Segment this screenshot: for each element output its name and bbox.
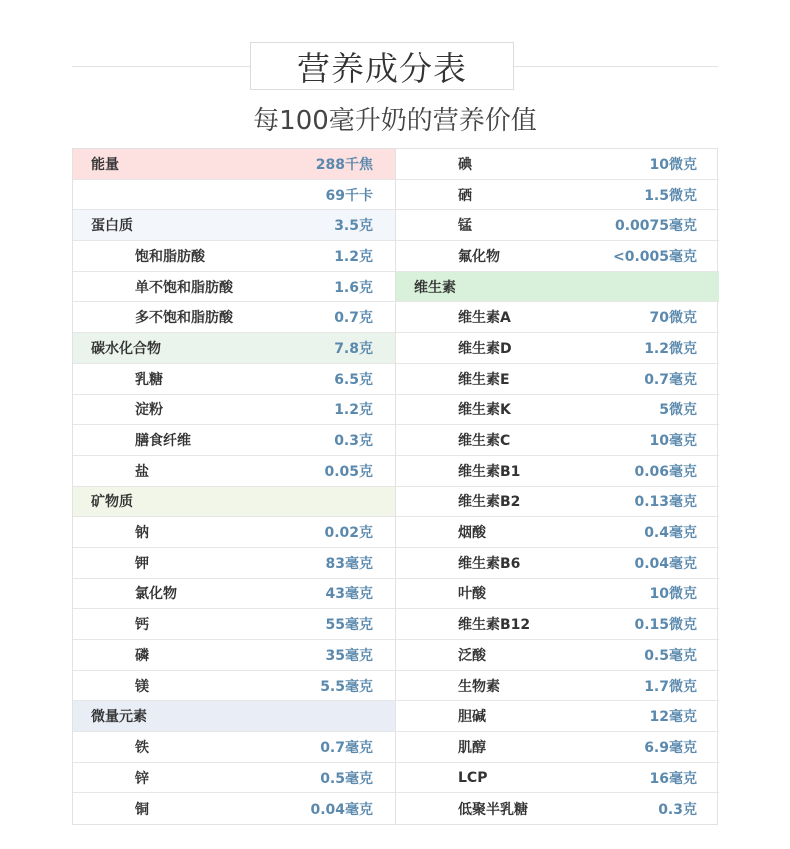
- nutrient-value: 16毫克: [649, 770, 697, 787]
- nutrient-row: [396, 517, 719, 548]
- nutrient-row: [73, 763, 395, 794]
- nutrient-value: 0.7克: [334, 310, 373, 327]
- nutrient-name: 饱和脂肪酸: [135, 248, 205, 265]
- nutrient-name: 膳食纤维: [135, 433, 191, 450]
- nutrient-row: [396, 425, 719, 456]
- nutrient-value: 0.02克: [324, 525, 373, 542]
- nutrient-name: 单不饱和脂肪酸: [135, 279, 233, 296]
- nutrient-name: 镁: [135, 678, 149, 695]
- nutrient-name: 维生素E: [458, 371, 510, 388]
- nutrient-row: [396, 671, 719, 702]
- nutrient-row: [73, 517, 395, 548]
- nutrient-name: 碳水化合物: [91, 340, 161, 357]
- nutrient-row: [396, 732, 719, 763]
- category-row: [73, 487, 395, 518]
- nutrient-value: 55毫克: [325, 617, 373, 634]
- nutrient-value: 0.15微克: [634, 617, 697, 634]
- nutrient-row: [396, 701, 719, 732]
- nutrient-value: 1.5微克: [644, 187, 697, 204]
- nutrient-value: 0.5毫克: [644, 647, 697, 664]
- nutrient-name: 维生素B12: [458, 617, 531, 634]
- nutrient-row: [73, 302, 395, 333]
- nutrient-row: [73, 425, 395, 456]
- nutrient-row: [396, 548, 719, 579]
- nutrient-name: LCP: [458, 769, 488, 786]
- nutrient-row: [73, 640, 395, 671]
- nutrient-value: 0.4毫克: [644, 525, 697, 542]
- nutrient-value: 6.9毫克: [644, 739, 697, 756]
- nutrient-row: [396, 487, 719, 518]
- nutrient-row: [396, 241, 719, 272]
- nutrient-row: [396, 364, 719, 395]
- nutrient-row: [73, 671, 395, 702]
- nutrient-row: [396, 456, 719, 487]
- nutrient-row: [396, 149, 719, 180]
- nutrient-name: 乳糖: [135, 371, 163, 388]
- nutrient-name: 淀粉: [135, 402, 163, 419]
- nutrient-value: 1.7微克: [644, 678, 697, 695]
- nutrient-name: 生物素: [458, 678, 500, 695]
- nutrient-row: [396, 333, 719, 364]
- nutrient-name: 肌醇: [458, 739, 486, 756]
- nutrient-value: 5微克: [659, 402, 697, 419]
- category-row: [73, 333, 395, 364]
- nutrient-value: 5.5毫克: [320, 678, 373, 695]
- nutrient-name: 维生素B6: [458, 555, 521, 572]
- nutrient-row: [73, 364, 395, 395]
- nutrient-name: 锰: [458, 218, 472, 235]
- nutrient-row: [73, 609, 395, 640]
- nutrient-value: 0.05克: [324, 463, 373, 480]
- nutrient-row: [73, 272, 395, 303]
- nutrient-row: [396, 763, 719, 794]
- nutrient-value: 1.2微克: [644, 340, 697, 357]
- nutrient-value: 0.3克: [658, 801, 697, 818]
- nutrient-name: 维生素A: [458, 310, 511, 327]
- nutrient-value: 35毫克: [325, 647, 373, 664]
- nutrient-name: 碘: [458, 156, 472, 173]
- nutrient-row: [396, 579, 719, 610]
- nutrient-name: 维生素K: [458, 402, 511, 419]
- nutrient-value: 0.7毫克: [644, 371, 697, 388]
- nutrient-value: 12毫克: [649, 709, 697, 726]
- nutrient-value: 69千卡: [325, 187, 373, 204]
- nutrient-value: 10微克: [649, 156, 697, 173]
- nutrient-value: 10微克: [649, 586, 697, 603]
- nutrient-value: 0.0075毫克: [614, 218, 697, 235]
- nutrient-row: [73, 732, 395, 763]
- nutrient-row: [73, 241, 395, 272]
- nutrient-value: 0.13毫克: [634, 494, 697, 511]
- nutrient-name: 硒: [458, 187, 472, 204]
- nutrient-value: 1.2克: [334, 402, 373, 419]
- nutrient-row: [73, 456, 395, 487]
- nutrient-name: 微量元素: [91, 709, 147, 726]
- nutrient-value: 83毫克: [325, 555, 373, 572]
- nutrient-value: 7.8克: [334, 340, 373, 357]
- nutrient-row: [396, 180, 719, 211]
- nutrient-value: 10毫克: [649, 433, 697, 450]
- nutrient-value: 3.5克: [334, 218, 373, 235]
- category-row: [73, 210, 395, 241]
- nutrient-value: 6.5克: [334, 371, 373, 388]
- nutrient-row: [73, 579, 395, 610]
- nutrient-value: 0.06毫克: [634, 463, 697, 480]
- nutrient-name: 维生素C: [458, 433, 511, 450]
- nutrient-name: 铜: [135, 801, 149, 818]
- nutrient-name: 钙: [135, 617, 149, 634]
- nutrient-row: [396, 609, 719, 640]
- nutrient-name: 多不饱和脂肪酸: [135, 310, 233, 327]
- nutrient-name: 氯化物: [135, 586, 177, 603]
- title-rule-left: [72, 66, 250, 67]
- nutrient-name: 能量: [91, 156, 119, 173]
- nutrient-name: 矿物质: [91, 494, 133, 511]
- nutrition-table: [72, 148, 718, 825]
- nutrient-value: 1.6克: [334, 279, 373, 296]
- nutrient-value: 0.04毫克: [310, 801, 373, 818]
- nutrient-name: 胆碱: [458, 709, 486, 726]
- nutrient-name: 钠: [135, 525, 149, 542]
- nutrition-column-right: [396, 149, 719, 824]
- category-row: [73, 149, 395, 180]
- nutrient-value: 0.7毫克: [320, 739, 373, 756]
- nutrient-row: [396, 640, 719, 671]
- nutrient-name: 泛酸: [458, 647, 486, 664]
- nutrient-name: 维生素D: [458, 340, 512, 357]
- nutrient-value: 1.2克: [334, 248, 373, 265]
- nutrient-row: [396, 302, 719, 333]
- nutrient-row: [73, 180, 395, 211]
- title-rule-right: [514, 66, 718, 67]
- nutrient-name: 氟化物: [458, 248, 500, 265]
- nutrient-value: 70微克: [649, 310, 697, 327]
- nutrient-name: 维生素B1: [458, 463, 521, 480]
- nutrient-name: 低聚半乳糖: [458, 801, 528, 818]
- nutrient-name: 铁: [135, 739, 149, 756]
- nutrient-name: 磷: [135, 647, 149, 664]
- nutrient-value: 0.04毫克: [634, 555, 697, 572]
- nutrient-name: 维生素B2: [458, 494, 521, 511]
- nutrient-name: 蛋白质: [91, 218, 133, 235]
- nutrient-row: [73, 548, 395, 579]
- nutrient-value: 0.3克: [334, 433, 373, 450]
- nutrient-value: 288千焦: [315, 156, 373, 173]
- nutrient-row: [73, 793, 395, 824]
- nutrition-column-left: [73, 149, 396, 824]
- nutrient-name: 烟酸: [458, 525, 486, 542]
- nutrient-row: [73, 395, 395, 426]
- nutrient-name: 钾: [135, 555, 149, 572]
- nutrient-value: <0.005毫克: [612, 248, 697, 265]
- page-title: 营养成分表: [250, 42, 514, 90]
- nutrient-value: 43毫克: [325, 586, 373, 603]
- nutrient-value: 0.5毫克: [320, 770, 373, 787]
- category-row: [396, 272, 719, 303]
- nutrient-name: 锌: [135, 770, 149, 787]
- nutrient-row: [396, 210, 719, 241]
- nutrient-row: [396, 793, 719, 824]
- nutrient-name: 盐: [135, 463, 149, 480]
- nutrient-row: [396, 395, 719, 426]
- nutrient-name: 维生素: [414, 279, 456, 296]
- page-subtitle: 每100毫升奶的营养价值: [253, 106, 537, 136]
- nutrient-name: 叶酸: [458, 586, 486, 603]
- category-row: [73, 701, 395, 732]
